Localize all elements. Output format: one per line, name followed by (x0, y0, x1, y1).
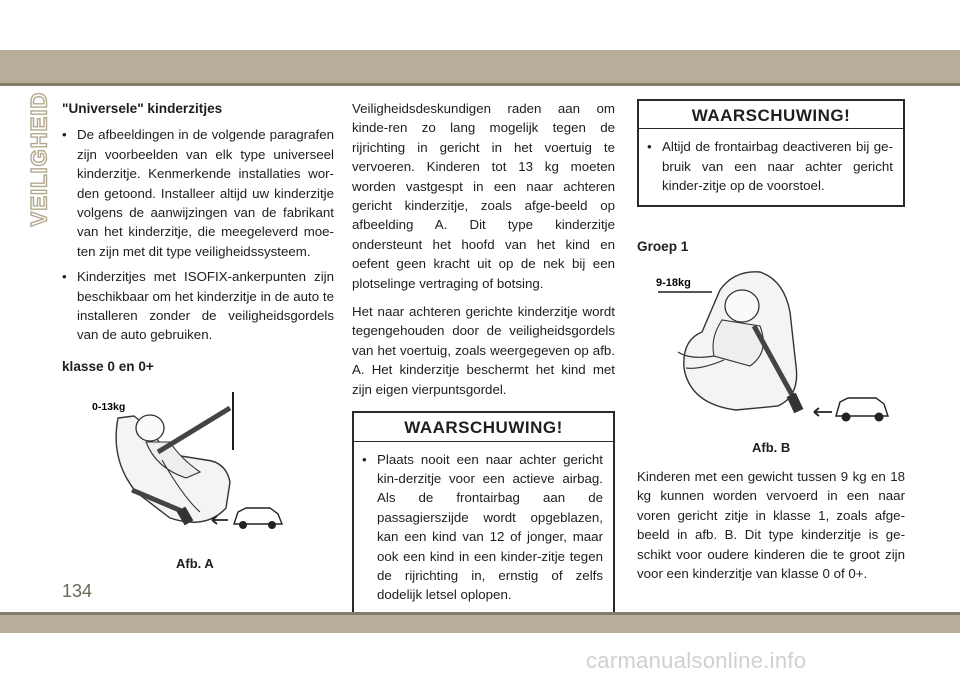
warning-box-airbag (352, 411, 615, 616)
figure-a-direction-arrow (212, 516, 228, 524)
figure-a-illustration (88, 390, 288, 540)
figure-b-buckle (787, 393, 804, 414)
bullet-glyph: • (647, 139, 652, 155)
warning-title: WAARSCHUWING! (639, 101, 903, 129)
rear-facing-paragraph: Veiligheidsdeskundigen raden aan om kinde-ren zo lang mogelijk tegen de rijrichting in gericht in het voertuig te vervoeren. Kinderen tot 13 kg moeten worden vastgespt in een naar achteren gericht kinderzitje, zoals afge-beeld op afbeelding A. Dit type kinderzitje ondersteunt het hoofd van het kind en oefent geen kracht uit op de nek bij een plotselinge vertraging of botsing. (352, 101, 615, 291)
figure-a-shoulder-belt (158, 408, 230, 452)
bullet-glyph: • (62, 269, 67, 285)
class-0-heading: klasse 0 en 0+ (62, 358, 154, 374)
figure-b-direction-arrow (814, 408, 832, 416)
bullet-text: De afbeeldingen in de volgende paragrafen zijn voorbeelden van elk type universeel kinderzitje. Kenmerkende installaties wor-den getoond. Installeer altijd uw kinderzitje volgens de aanwijzingen van de fabrikant van het kinderzitje, die meegeleverd moe-ten zijn met dit type veiligheidssysteem. (77, 127, 334, 259)
top-margin (0, 0, 960, 50)
warning-text: Plaats nooit een naar achter gericht kin-derzitje voor een actieve airbag. Als de frontairbag aan de passagierszijde wordt opgeblazen, kan een kind van 12 of jonger, maar ook een kind in een kinder-zitje tegen de rijrichting in, ernstig of zelfs dodelijk letsel oplopen. (377, 451, 603, 603)
bullet-glyph: • (362, 451, 367, 467)
page-number: 134 (62, 581, 93, 601)
footer-band (0, 615, 960, 633)
warning-bullet (647, 137, 893, 195)
figure-a-child-head (136, 415, 164, 441)
header-rule (0, 83, 960, 86)
column-left (62, 99, 334, 383)
figure-a-car-wheel (239, 521, 247, 529)
warning-text: Altijd de frontairbag deactiveren bij ge-bruik van een naar achter gericht kinder-zitje op de voorstoel. (662, 139, 893, 194)
section-side-tab (26, 91, 52, 227)
warning-box-frontairbag (637, 99, 905, 207)
bullet-text: Kinderzitjes met ISOFIX-ankerpunten zijn beschikbaar om het kinderzitje in de auto te installeren zonder de veiligheidsgordels van de auto gebruiken. (77, 269, 334, 343)
bullet-item (62, 267, 334, 345)
column-middle (352, 99, 615, 626)
bullet-glyph: • (62, 127, 67, 143)
group-1-heading: Groep 1 (637, 238, 689, 254)
column-right (637, 99, 905, 263)
group-1-paragraph: Kinderen met een gewicht tussen 9 kg en 18 kg kunnen worden vervoerd in een naar voren gericht zitje in klasse 1, zoals afge-beeld in afb. B. Dit type kinderzitje is ge-schikt voor oudere kinderen die te groot zijn voor een kinderzitje van klasse 0 of 0+. (637, 469, 905, 582)
section-side-tab-label: VEILIGHEID (26, 91, 51, 227)
figure-b-child-head (725, 290, 759, 322)
warning-title: WAARSCHUWING! (354, 413, 613, 441)
group-1-paragraph-block (637, 467, 905, 583)
harness-paragraph: Het naar achteren gerichte kinderzitje wordt tegengehouden door de veiligheidsgordels van het voertuig, zoals weergegeven op afb. A. Het kinderzitje beschermt het kind met zijn eigen vierpuntsgordel. (352, 304, 615, 397)
figure-b-car-wheel (842, 413, 851, 422)
bullet-item (62, 125, 334, 261)
watermark-text: carmanualsonline.info (586, 648, 807, 673)
figure-b-weight-label: 9-18kg (656, 277, 691, 289)
header-band (0, 50, 960, 83)
figure-a-caption: Afb. A (176, 556, 214, 571)
figure-a-weight-label: 0-13kg (92, 401, 126, 413)
universal-seats-heading: "Universele" kinderzitjes (62, 101, 223, 116)
figure-b-caption: Afb. B (752, 440, 791, 455)
figure-b-illustration (650, 256, 890, 432)
figure-b-car-wheel (875, 413, 884, 422)
warning-bullet (362, 450, 603, 605)
figure-a-car-wheel (268, 521, 276, 529)
